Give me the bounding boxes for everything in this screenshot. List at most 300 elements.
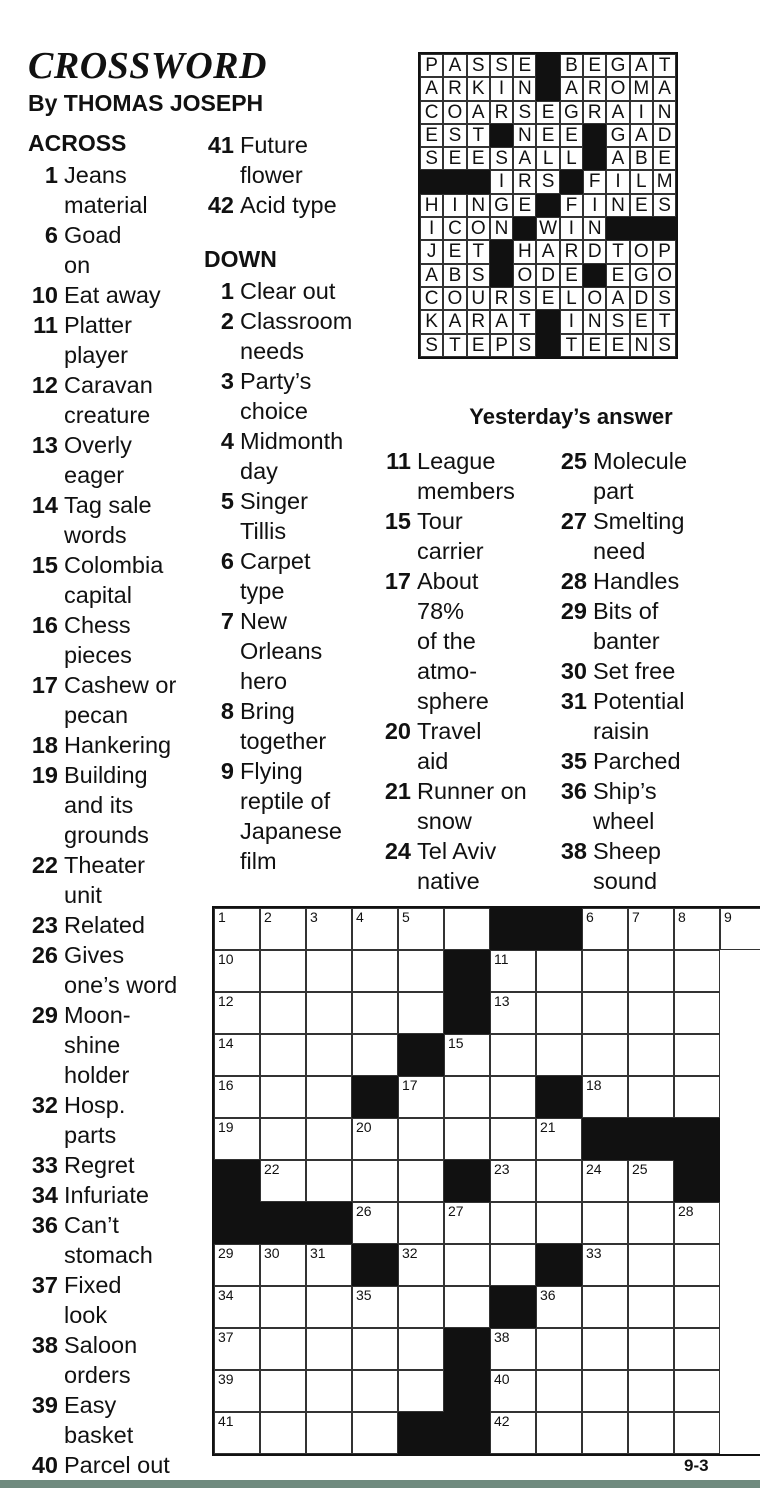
grid-cell[interactable] <box>536 950 582 992</box>
grid-cell[interactable] <box>306 1160 352 1202</box>
clue-item <box>204 306 384 366</box>
grid-cell[interactable] <box>214 1118 260 1160</box>
cell-number: 38 <box>494 1329 510 1345</box>
grid-cell[interactable] <box>628 1286 674 1328</box>
cell-number: 32 <box>402 1245 418 1261</box>
clue-text: Potential <box>593 688 685 714</box>
grid-cell[interactable] <box>352 908 398 950</box>
grid-cell[interactable] <box>306 1412 352 1454</box>
black-square <box>674 1160 720 1202</box>
clue-text: film <box>240 848 277 874</box>
clue-text: Chess <box>64 612 131 638</box>
answer-black-square <box>443 170 466 193</box>
clue-text: Eat away <box>64 282 161 308</box>
grid-cell[interactable] <box>444 908 490 950</box>
answer-letter: N <box>630 334 653 357</box>
grid-cell[interactable] <box>214 1034 260 1076</box>
clue-text: choice <box>240 398 308 424</box>
answer-letter: T <box>560 334 583 357</box>
answer-letter: L <box>560 147 583 170</box>
clue-text: Bring <box>240 698 295 724</box>
answer-row <box>420 240 676 263</box>
clue-text: sphere <box>417 688 489 714</box>
grid-cell[interactable] <box>214 1244 260 1286</box>
grid-cell[interactable] <box>582 908 628 950</box>
answer-letter: S <box>513 334 536 357</box>
grid-cell[interactable] <box>260 1076 306 1118</box>
grid-cell[interactable] <box>628 950 674 992</box>
grid-cell[interactable] <box>674 1202 720 1244</box>
grid-cell[interactable] <box>674 1286 720 1328</box>
answer-letter: M <box>653 170 676 193</box>
cell-number: 22 <box>264 1161 280 1177</box>
grid-row <box>214 1412 760 1454</box>
clue-number: 24 <box>384 838 411 864</box>
black-square <box>674 1118 720 1160</box>
answer-letter: S <box>513 101 536 124</box>
clue-text: Easy <box>64 1392 117 1418</box>
black-square <box>444 1370 490 1412</box>
grid-cell[interactable] <box>444 1076 490 1118</box>
clue-text: Cashew or <box>64 672 177 698</box>
cell-number: 15 <box>448 1035 464 1051</box>
clue-item <box>381 506 557 566</box>
answer-black-square <box>560 170 583 193</box>
grid-cell[interactable] <box>306 1286 352 1328</box>
answer-letter: H <box>420 194 443 217</box>
answer-letter: E <box>606 334 629 357</box>
grid-cell[interactable] <box>260 1244 306 1286</box>
clue-number: 33 <box>31 1152 58 1178</box>
clue-item <box>204 190 384 220</box>
clue-text: Theater <box>64 852 145 878</box>
clue-text: Parcel out <box>64 1452 170 1478</box>
grid-cell[interactable] <box>674 908 720 950</box>
clue-item <box>557 506 737 566</box>
grid-cell[interactable] <box>674 1370 720 1412</box>
clue-item <box>381 836 557 896</box>
clue-text: About <box>417 568 479 594</box>
grid-cell[interactable] <box>490 1412 536 1454</box>
grid-cell[interactable] <box>490 1244 536 1286</box>
answer-letter: O <box>653 264 676 287</box>
grid-cell[interactable] <box>628 1244 674 1286</box>
grid-cell[interactable] <box>260 1160 306 1202</box>
clue-text: members <box>417 478 515 504</box>
clue-item <box>381 566 557 716</box>
grid-cell[interactable] <box>536 1286 582 1328</box>
answer-letter: A <box>443 54 466 77</box>
grid-cell[interactable] <box>674 1412 720 1454</box>
answer-letter: I <box>420 217 443 240</box>
grid-cell[interactable] <box>628 1076 674 1118</box>
grid-row <box>214 992 760 1034</box>
clue-item <box>557 656 737 686</box>
grid-cell[interactable] <box>398 1328 444 1370</box>
black-square <box>536 1244 582 1286</box>
grid-cell[interactable] <box>260 1286 306 1328</box>
clue-column-4 <box>557 446 737 896</box>
answer-letter: S <box>653 334 676 357</box>
clue-item <box>28 1180 208 1210</box>
grid-cell[interactable] <box>536 1202 582 1244</box>
grid-cell[interactable] <box>582 1034 628 1076</box>
clue-text: banter <box>593 628 660 654</box>
clue-number: 27 <box>560 508 587 534</box>
clue-item <box>28 490 208 550</box>
grid-cell[interactable] <box>628 908 674 950</box>
clue-item <box>204 426 384 486</box>
grid-cell[interactable] <box>306 1328 352 1370</box>
grid-cell[interactable] <box>536 1370 582 1412</box>
answer-letter: R <box>490 101 513 124</box>
cell-number: 42 <box>494 1413 510 1429</box>
answer-letter: M <box>630 77 653 100</box>
grid-cell[interactable] <box>628 992 674 1034</box>
grid-cell[interactable] <box>398 1160 444 1202</box>
grid-cell[interactable] <box>674 1328 720 1370</box>
yesterdays-answer-caption: Yesterday’s answer <box>469 404 673 429</box>
clue-text: Travel <box>417 718 482 744</box>
grid-cell[interactable] <box>214 1412 260 1454</box>
answer-letter: K <box>467 77 490 100</box>
clue-text: together <box>240 728 327 754</box>
clue-text: Tag sale <box>64 492 152 518</box>
grid-cell[interactable] <box>260 950 306 992</box>
grid-cell[interactable] <box>352 1160 398 1202</box>
grid-cell[interactable] <box>490 950 536 992</box>
black-square <box>444 1412 490 1454</box>
grid-cell[interactable] <box>582 1244 628 1286</box>
clue-item <box>28 1090 208 1150</box>
clue-text: Tillis <box>240 518 287 544</box>
grid-cell[interactable] <box>444 1118 490 1160</box>
grid-cell[interactable] <box>582 1286 628 1328</box>
answer-black-square <box>490 264 513 287</box>
grid-cell[interactable] <box>260 1328 306 1370</box>
clue-number: 39 <box>31 1392 58 1418</box>
answer-letter: S <box>513 287 536 310</box>
answer-letter: I <box>490 77 513 100</box>
grid-cell[interactable] <box>398 1370 444 1412</box>
clue-text: Building <box>64 762 148 788</box>
answer-letter: E <box>513 194 536 217</box>
answer-letter: E <box>653 147 676 170</box>
grid-cell[interactable] <box>352 1286 398 1328</box>
answer-letter: L <box>536 147 559 170</box>
clue-number: 11 <box>33 312 58 338</box>
answer-letter: A <box>606 287 629 310</box>
grid-cell[interactable] <box>352 992 398 1034</box>
cell-number: 34 <box>218 1287 234 1303</box>
cell-number: 5 <box>402 909 410 925</box>
grid-cell[interactable] <box>306 1076 352 1118</box>
grid-cell[interactable] <box>260 908 306 950</box>
grid-cell[interactable] <box>444 1202 490 1244</box>
answer-letter: I <box>560 310 583 333</box>
grid-cell[interactable] <box>582 950 628 992</box>
grid-cell[interactable] <box>398 1118 444 1160</box>
grid-cell[interactable] <box>214 1286 260 1328</box>
grid-cell[interactable] <box>398 1202 444 1244</box>
clue-text: Can’t <box>64 1212 119 1238</box>
grid-cell[interactable] <box>444 1034 490 1076</box>
grid-cell[interactable] <box>398 1286 444 1328</box>
answer-letter: S <box>653 287 676 310</box>
answer-black-square <box>513 217 536 240</box>
cell-number: 40 <box>494 1371 510 1387</box>
grid-cell[interactable] <box>490 1034 536 1076</box>
grid-cell[interactable] <box>306 1370 352 1412</box>
clue-number: 20 <box>384 718 411 744</box>
grid-cell[interactable] <box>490 1202 536 1244</box>
grid-cell[interactable] <box>444 1286 490 1328</box>
answer-letter: A <box>630 54 653 77</box>
grid-cell[interactable] <box>628 1034 674 1076</box>
page-number: 9-3 <box>684 1456 709 1475</box>
cell-number: 28 <box>678 1203 694 1219</box>
grid-cell[interactable] <box>674 992 720 1034</box>
grid-cell[interactable] <box>536 1034 582 1076</box>
grid-cell[interactable] <box>352 950 398 992</box>
grid-cell[interactable] <box>352 1328 398 1370</box>
clue-text: Tour <box>417 508 463 534</box>
clue-text: sound <box>593 868 658 894</box>
answer-letter: F <box>583 170 606 193</box>
grid-cell[interactable] <box>674 1244 720 1286</box>
grid-cell[interactable] <box>352 1370 398 1412</box>
clue-number: 40 <box>31 1452 58 1478</box>
clue-number: 29 <box>560 598 587 624</box>
grid-cell[interactable] <box>536 1328 582 1370</box>
grid-cell[interactable] <box>398 992 444 1034</box>
cell-number: 30 <box>264 1245 280 1261</box>
clue-number: 10 <box>31 282 58 308</box>
grid-cell[interactable] <box>582 1076 628 1118</box>
answer-letter: E <box>513 54 536 77</box>
down-heading: DOWN <box>204 246 277 272</box>
grid-cell[interactable] <box>674 950 720 992</box>
answer-row <box>420 334 676 357</box>
grid-cell[interactable] <box>214 1076 260 1118</box>
grid-row <box>214 950 760 992</box>
clue-list <box>204 130 384 220</box>
clue-text: Colombia <box>64 552 164 578</box>
clue-text: hero <box>240 668 288 694</box>
clue-item <box>28 850 208 910</box>
answer-letter: N <box>583 217 606 240</box>
grid-cell[interactable] <box>352 1118 398 1160</box>
clue-item <box>204 756 384 876</box>
clue-number: 3 <box>220 368 234 394</box>
grid-cell[interactable] <box>490 1328 536 1370</box>
grid-cell[interactable] <box>582 992 628 1034</box>
clue-number: 7 <box>220 608 234 634</box>
grid-cell[interactable] <box>214 908 260 950</box>
clue-item <box>204 130 384 190</box>
clue-text: day <box>240 458 278 484</box>
answer-row <box>420 101 676 124</box>
clue-number: 6 <box>220 548 234 574</box>
grid-cell[interactable] <box>306 992 352 1034</box>
grid-cell[interactable] <box>490 992 536 1034</box>
answer-letter: E <box>420 124 443 147</box>
grid-cell[interactable] <box>674 1034 720 1076</box>
clue-number: 9 <box>220 758 234 784</box>
clue-item <box>557 596 737 656</box>
clue-text: Japanese <box>240 818 342 844</box>
clue-number: 4 <box>220 428 234 454</box>
grid-cell[interactable] <box>536 1118 582 1160</box>
clue-item <box>204 606 384 696</box>
answer-letter: T <box>606 240 629 263</box>
clue-number: 22 <box>31 852 58 878</box>
grid-cell[interactable] <box>582 1328 628 1370</box>
black-square <box>536 908 582 950</box>
answer-letter: E <box>583 334 606 357</box>
grid-cell[interactable] <box>306 1244 352 1286</box>
answer-letter: I <box>583 194 606 217</box>
clue-text: Orleans <box>240 638 323 664</box>
answer-letter: B <box>443 264 466 287</box>
answer-letter: O <box>443 287 466 310</box>
clue-text: creature <box>64 402 151 428</box>
clue-text: capital <box>64 582 132 608</box>
clue-text: Molecule <box>593 448 688 474</box>
clue-item <box>204 546 384 606</box>
grid-cell[interactable] <box>490 1370 536 1412</box>
grid-cell[interactable] <box>628 1370 674 1412</box>
clue-text: wheel <box>593 808 655 834</box>
grid-cell[interactable] <box>582 1412 628 1454</box>
cell-number: 35 <box>356 1287 372 1303</box>
clue-number: 1 <box>44 162 58 188</box>
grid-cell[interactable] <box>674 1076 720 1118</box>
answer-letter: P <box>653 240 676 263</box>
answer-row <box>420 264 676 287</box>
clue-text: Acid type <box>240 192 337 218</box>
answer-letter: I <box>560 217 583 240</box>
grid-cell[interactable] <box>536 1412 582 1454</box>
grid-cell[interactable] <box>490 1118 536 1160</box>
grid-cell[interactable] <box>490 1160 536 1202</box>
clue-text: Ship’s <box>593 778 657 804</box>
answer-letter: E <box>443 147 466 170</box>
clue-item <box>204 486 384 546</box>
grid-cell[interactable] <box>582 1160 628 1202</box>
clue-text: Carpet <box>240 548 311 574</box>
grid-row <box>214 1118 760 1160</box>
clue-number: 13 <box>31 432 58 458</box>
grid-cell[interactable] <box>628 1202 674 1244</box>
grid-cell[interactable] <box>398 1244 444 1286</box>
cell-number: 7 <box>632 909 640 925</box>
grid-cell[interactable] <box>398 1076 444 1118</box>
grid-cell[interactable] <box>352 1202 398 1244</box>
clue-item <box>28 1270 208 1330</box>
answer-letter: R <box>583 101 606 124</box>
grid-cell[interactable] <box>398 950 444 992</box>
clue-text: Regret <box>64 1152 135 1178</box>
clue-text: flower <box>240 162 303 188</box>
across-heading: ACROSS <box>28 130 127 156</box>
grid-cell[interactable] <box>260 1412 306 1454</box>
cell-number: 12 <box>218 993 234 1009</box>
grid-cell[interactable] <box>536 1160 582 1202</box>
grid-cell[interactable] <box>306 908 352 950</box>
clue-number: 19 <box>31 762 58 788</box>
grid-cell[interactable] <box>306 950 352 992</box>
answer-letter: E <box>630 194 653 217</box>
grid-cell[interactable] <box>306 1034 352 1076</box>
grid-cell[interactable] <box>582 1370 628 1412</box>
clue-text: Tel Aviv <box>417 838 497 864</box>
grid-cell[interactable] <box>628 1412 674 1454</box>
clue-text: 78% <box>417 598 465 624</box>
grid-cell[interactable] <box>490 1076 536 1118</box>
answer-letter: J <box>420 240 443 263</box>
clue-text: Related <box>64 912 145 938</box>
clue-text: basket <box>64 1422 134 1448</box>
clue-text: unit <box>64 882 102 908</box>
grid-cell[interactable] <box>260 1370 306 1412</box>
grid-cell[interactable] <box>214 950 260 992</box>
grid-cell[interactable] <box>352 1412 398 1454</box>
grid-cell[interactable] <box>214 992 260 1034</box>
grid-cell[interactable] <box>260 992 306 1034</box>
clue-column-1 <box>28 130 208 1480</box>
clue-item <box>204 276 384 306</box>
clue-text: player <box>64 342 129 368</box>
clue-column-3 <box>381 446 557 896</box>
clue-text: Moon- <box>64 1002 131 1028</box>
clue-text: raisin <box>593 718 650 744</box>
answer-letter: B <box>560 54 583 77</box>
clue-number: 11 <box>386 448 411 474</box>
grid-cell[interactable] <box>628 1328 674 1370</box>
cell-number: 4 <box>356 909 364 925</box>
answer-letter: D <box>630 287 653 310</box>
clue-number: 35 <box>560 748 587 774</box>
grid-cell[interactable] <box>260 1118 306 1160</box>
answer-letter: I <box>490 170 513 193</box>
answer-letter: O <box>513 264 536 287</box>
grid-cell[interactable] <box>214 1328 260 1370</box>
grid-cell[interactable] <box>306 1118 352 1160</box>
grid-cell[interactable] <box>214 1370 260 1412</box>
black-square <box>306 1202 352 1244</box>
answer-letter: E <box>560 264 583 287</box>
answer-letter: O <box>630 240 653 263</box>
grid-cell[interactable] <box>260 1034 306 1076</box>
clue-item <box>381 716 557 776</box>
cell-number: 1 <box>218 909 226 925</box>
grid-cell[interactable] <box>352 1034 398 1076</box>
grid-cell[interactable] <box>536 992 582 1034</box>
answer-letter: E <box>467 147 490 170</box>
clue-number: 25 <box>560 448 587 474</box>
grid-cell[interactable] <box>444 1244 490 1286</box>
grid-row <box>214 908 760 950</box>
cell-number: 11 <box>494 951 509 967</box>
cell-number: 6 <box>586 909 594 925</box>
grid-cell[interactable] <box>582 1202 628 1244</box>
grid-cell[interactable] <box>398 908 444 950</box>
grid-cell[interactable] <box>628 1160 674 1202</box>
black-square <box>352 1244 398 1286</box>
answer-letter: A <box>630 124 653 147</box>
grid-cell[interactable] <box>720 908 760 950</box>
